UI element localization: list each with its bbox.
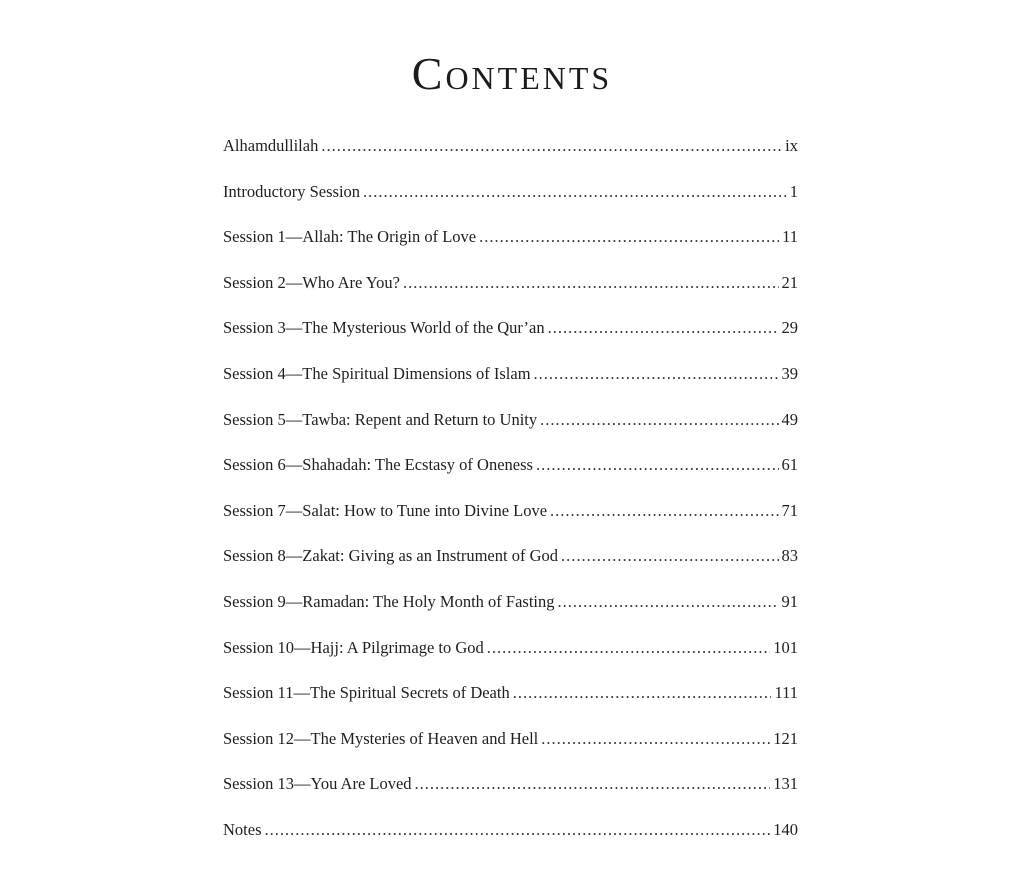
toc-page-number: 111 bbox=[774, 683, 798, 703]
toc-entry-session-13[interactable] bbox=[223, 770, 798, 816]
dot-leader bbox=[548, 314, 779, 342]
dot-leader bbox=[363, 178, 787, 206]
toc-page-number: 140 bbox=[773, 819, 798, 839]
toc-entry-notes[interactable] bbox=[223, 816, 798, 862]
dot-leader bbox=[550, 497, 778, 525]
toc-page-number: 83 bbox=[781, 546, 798, 566]
dot-leader bbox=[479, 223, 779, 251]
dot-leader bbox=[534, 360, 779, 388]
table-of-contents bbox=[223, 132, 798, 862]
toc-entry-session-7[interactable] bbox=[223, 497, 798, 543]
toc-page-number: 101 bbox=[773, 637, 798, 657]
toc-entry-label: Session 11—The Spiritual Secrets of Death bbox=[223, 683, 510, 703]
toc-entry-label: Session 1—Allah: The Origin of Love bbox=[223, 227, 477, 247]
toc-entry-session-3[interactable] bbox=[223, 314, 798, 360]
page-title: Contents bbox=[411, 48, 613, 99]
toc-page-number: 21 bbox=[781, 272, 798, 292]
toc-page-number: 11 bbox=[782, 227, 798, 247]
toc-page-number: 1 bbox=[789, 181, 798, 201]
dot-leader bbox=[540, 406, 778, 434]
toc-entry-label: Session 13—You Are Loved bbox=[223, 774, 412, 794]
toc-page-number: 61 bbox=[781, 455, 798, 475]
toc-page-number: 91 bbox=[781, 591, 798, 611]
toc-entry-label: Session 5—Tawba: Repent and Return to Unity bbox=[223, 409, 538, 429]
toc-entry-session-6[interactable] bbox=[223, 451, 798, 497]
toc-page-number: 29 bbox=[781, 318, 798, 338]
toc-entry-session-9[interactable] bbox=[223, 588, 798, 634]
toc-entry-label: Session 2—Who Are You? bbox=[223, 272, 400, 292]
dot-leader bbox=[415, 770, 771, 798]
toc-entry-session-11[interactable] bbox=[223, 679, 798, 725]
toc-entry-label: Introductory Session bbox=[223, 181, 361, 201]
toc-entry-label: Session 8—Zakat: Giving as an Instrument of God bbox=[223, 546, 558, 566]
dot-leader bbox=[536, 451, 779, 479]
dot-leader bbox=[541, 725, 770, 753]
toc-entry-alhamdullilah[interactable] bbox=[223, 132, 798, 178]
dot-leader bbox=[561, 542, 779, 570]
toc-entry-label: Session 6—Shahadah: The Ecstasy of Oneness bbox=[223, 455, 533, 475]
toc-entry-session-4[interactable] bbox=[223, 360, 798, 406]
dot-leader bbox=[558, 588, 779, 616]
toc-page-number: ix bbox=[785, 136, 798, 155]
toc-page-number: 121 bbox=[773, 728, 798, 748]
dot-leader bbox=[321, 132, 782, 160]
toc-entry-label: Session 7—Salat: How to Tune into Divine Love bbox=[223, 500, 548, 520]
toc-page-number: 39 bbox=[781, 363, 798, 383]
dot-leader bbox=[513, 679, 772, 707]
toc-entry-session-1[interactable] bbox=[223, 223, 798, 269]
toc-entry-label: Session 10—Hajj: A Pilgrimage to God bbox=[223, 637, 484, 657]
toc-entry-label: Session 9—Ramadan: The Holy Month of Fasting bbox=[223, 591, 555, 611]
toc-entry-introductory-session[interactable] bbox=[223, 178, 798, 224]
toc-entry-label: Alhamdullilah bbox=[223, 136, 319, 155]
toc-entry-session-10[interactable] bbox=[223, 634, 798, 680]
toc-entry-label: Session 3—The Mysterious World of the Qur’an bbox=[223, 318, 545, 338]
toc-page-number: 131 bbox=[773, 774, 798, 794]
toc-entry-label: Notes bbox=[223, 819, 262, 839]
toc-page-number: 49 bbox=[781, 409, 798, 429]
toc-entry-label: Session 12—The Mysteries of Heaven and Hell bbox=[223, 728, 539, 748]
toc-entry-session-2[interactable] bbox=[223, 269, 798, 315]
dot-leader bbox=[403, 269, 779, 297]
toc-entry-label: Session 4—The Spiritual Dimensions of Islam bbox=[223, 363, 531, 383]
toc-entry-session-5[interactable] bbox=[223, 406, 798, 452]
dot-leader bbox=[487, 634, 770, 662]
toc-entry-session-12[interactable] bbox=[223, 725, 798, 771]
dot-leader bbox=[265, 816, 771, 844]
toc-entry-session-8[interactable] bbox=[223, 542, 798, 588]
toc-page-number: 71 bbox=[781, 500, 798, 520]
